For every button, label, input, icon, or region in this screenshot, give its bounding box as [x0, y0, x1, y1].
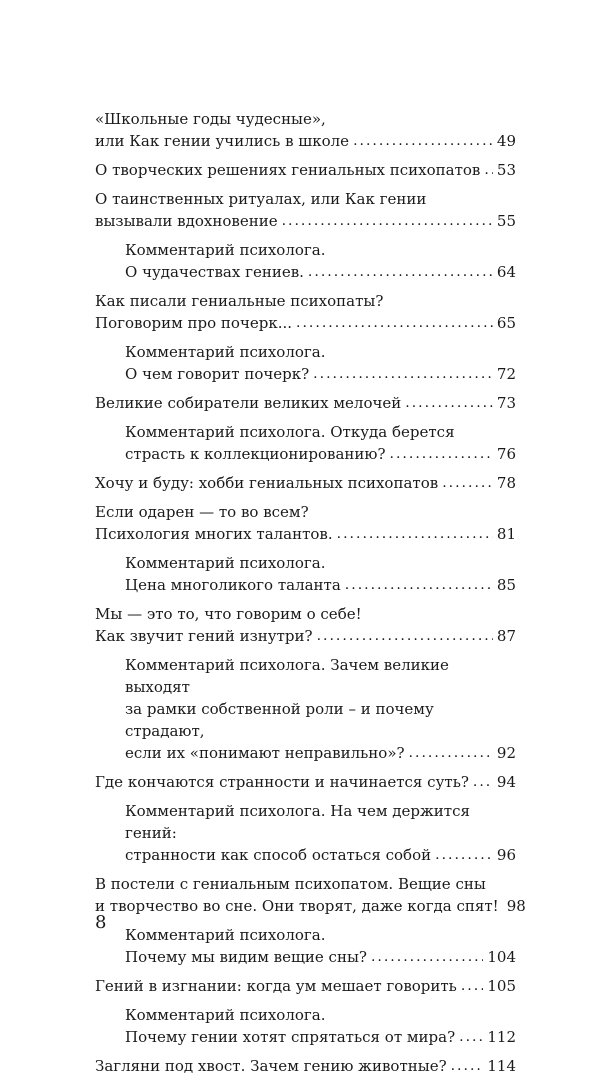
dot-leader — [451, 1055, 484, 1077]
toc-page-number: 73 — [496, 394, 516, 412]
toc-entry-title-line: Комментарий психолога. На чем держится гений: — [125, 802, 470, 842]
toc-entry-title-line: Комментарий психолога. Зачем великие выходят — [125, 656, 449, 696]
toc-entry-title-line: за рамки собственной роли – и почему страдают, — [125, 700, 434, 740]
toc-entry-title: странности как способ остаться собой — [125, 846, 432, 864]
toc-entry-title: страсть к коллекционированию? — [125, 445, 386, 463]
dot-leader — [308, 261, 493, 283]
toc-entry-leader-line — [95, 523, 516, 545]
toc-entry-title-line: Комментарий психолога. — [125, 343, 326, 361]
toc-entry-title: Как звучит гений изнутри? — [95, 627, 313, 645]
toc-entry-title-line: «Школьные годы чудесные», — [95, 110, 326, 128]
toc-entry — [95, 159, 516, 181]
toc-entry-leader-line — [125, 363, 516, 385]
toc-entry — [95, 771, 516, 793]
toc-entry-leader-line — [95, 392, 516, 414]
toc-subentry — [95, 654, 516, 764]
dot-leader — [405, 392, 493, 414]
toc-entry — [95, 873, 526, 917]
toc-entry — [95, 188, 516, 232]
toc-entry-title-line: Если одарен — то во всем? — [95, 503, 309, 521]
toc-entry-title: Психология многих талантов. — [95, 525, 333, 543]
toc-entry-title: Гений в изгнании: когда ум мешает говорить — [95, 977, 457, 995]
toc-entry-leader-line — [95, 771, 516, 793]
toc-entry-title-line: О таинственных ритуалах, или Как гении — [95, 190, 427, 208]
toc-page-number: 104 — [487, 948, 516, 966]
toc-entry-leader-line — [95, 1055, 516, 1077]
toc-entry-leader-line — [125, 844, 516, 866]
toc-entry-leader-line — [95, 472, 516, 494]
toc-entry-title-line: Как писали гениальные психопаты? — [95, 292, 384, 310]
toc-entry — [95, 975, 516, 997]
dot-leader — [345, 574, 493, 596]
dot-leader — [337, 523, 493, 545]
toc-entry-leader-line — [125, 443, 516, 465]
toc-entry-leader-line — [95, 312, 516, 334]
toc-page-number: 55 — [496, 212, 516, 230]
toc-page-number: 81 — [496, 525, 516, 543]
dot-leader — [442, 472, 493, 494]
toc-entry — [95, 603, 516, 647]
dot-leader — [313, 363, 493, 385]
toc-entry-leader-line — [125, 946, 516, 968]
toc-entry-leader-line — [95, 625, 516, 647]
dot-leader — [435, 844, 493, 866]
toc-entry-title: Где кончаются странности и начинается суть? — [95, 773, 469, 791]
toc-page-number: 72 — [496, 365, 516, 383]
dot-leader — [282, 210, 493, 232]
toc-entry-leader-line — [95, 210, 516, 232]
toc-subentry — [95, 421, 516, 465]
toc-entry-title-line: Комментарий психолога. Откуда берется — [125, 423, 455, 441]
dot-leader — [459, 1026, 483, 1048]
toc-entry-title: и творчество во сне. Они творят, даже когда спят! — [95, 897, 499, 915]
toc-subentry — [95, 239, 516, 283]
toc-page-number: 114 — [487, 1057, 516, 1075]
toc-entry-title: Почему гении хотят спрятаться от мира? — [125, 1028, 456, 1046]
toc-page-number: 98 — [506, 897, 526, 915]
dot-leader — [461, 975, 484, 997]
toc-entry — [95, 290, 516, 334]
toc-entry-title: О чудачествах гениев. — [125, 263, 304, 281]
toc-entry-title: Почему мы видим вещие сны? — [125, 948, 367, 966]
toc-entry-title-line: Комментарий психолога. — [125, 554, 326, 572]
table-of-contents — [95, 108, 526, 1084]
toc-entry-title-line: Комментарий психолога. — [125, 241, 326, 259]
toc-entry-title-line: В постели с гениальным психопатом. Вещие сны — [95, 875, 486, 893]
toc-entry — [95, 1055, 516, 1077]
toc-entry-title: Хочу и буду: хобби гениальных психопатов — [95, 474, 439, 492]
dot-leader — [371, 946, 483, 968]
toc-subentry — [95, 1004, 516, 1048]
toc-entry-leader-line — [125, 574, 516, 596]
toc-entry-title: Цена многоликого таланта — [125, 576, 341, 594]
toc-entry-title: вызывали вдохновение — [95, 212, 278, 230]
toc-page-number: 94 — [496, 773, 516, 791]
toc-entry — [95, 392, 516, 414]
toc-subentry — [95, 552, 516, 596]
toc-page-number: 87 — [496, 627, 516, 645]
toc-entry-leader-line — [125, 261, 516, 283]
toc-entry — [95, 501, 516, 545]
toc-page-number: 96 — [496, 846, 516, 864]
toc-page-number: 65 — [496, 314, 516, 332]
toc-entry-title: О чем говорит почерк? — [125, 365, 310, 383]
toc-entry-title: Поговорим про почерк... — [95, 314, 293, 332]
dot-leader — [353, 130, 493, 152]
toc-page-number: 49 — [496, 132, 516, 150]
toc-page-number: 105 — [487, 977, 516, 995]
toc-entry-leader-line — [95, 159, 516, 181]
toc-entry-leader-line — [95, 130, 516, 152]
toc-subentry — [95, 924, 516, 968]
dot-leader — [296, 312, 493, 334]
toc-entry-leader-line — [125, 1026, 516, 1048]
toc-page-number: 76 — [496, 445, 516, 463]
toc-page-number: 64 — [496, 263, 516, 281]
toc-page-number: 92 — [496, 744, 516, 762]
toc-page-number: 78 — [496, 474, 516, 492]
toc-entry-leader-line — [125, 742, 516, 764]
toc-entry-leader-line — [95, 975, 516, 997]
toc-entry-title: Великие собиратели великих мелочей — [95, 394, 402, 412]
toc-entry-title: О творческих решениях гениальных психопатов — [95, 161, 481, 179]
dot-leader — [390, 443, 493, 465]
toc-entry-title-line: Комментарий психолога. — [125, 926, 326, 944]
dot-leader — [317, 625, 493, 647]
dot-leader — [473, 771, 493, 793]
page-number: 8 — [95, 912, 107, 933]
toc-entry — [95, 472, 516, 494]
toc-entry-title-line: Комментарий психолога. — [125, 1006, 326, 1024]
toc-page-number: 112 — [487, 1028, 516, 1046]
toc-subentry — [95, 341, 516, 385]
toc-entry-title: или Как гении учились в школе — [95, 132, 350, 150]
toc-entry-title: Загляни под хвост. Зачем гению животные? — [95, 1057, 447, 1075]
toc-entry-title: если их «понимают неправильно»? — [125, 744, 405, 762]
dot-leader — [409, 742, 493, 764]
toc-page-number: 85 — [496, 576, 516, 594]
toc-page-number: 53 — [496, 161, 516, 179]
toc-subentry — [95, 800, 516, 866]
dot-leader — [484, 159, 493, 181]
toc-entry — [95, 108, 516, 152]
toc-entry-title-line: Мы — это то, что говорим о себе! — [95, 605, 362, 623]
toc-entry-leader-line — [95, 895, 526, 917]
